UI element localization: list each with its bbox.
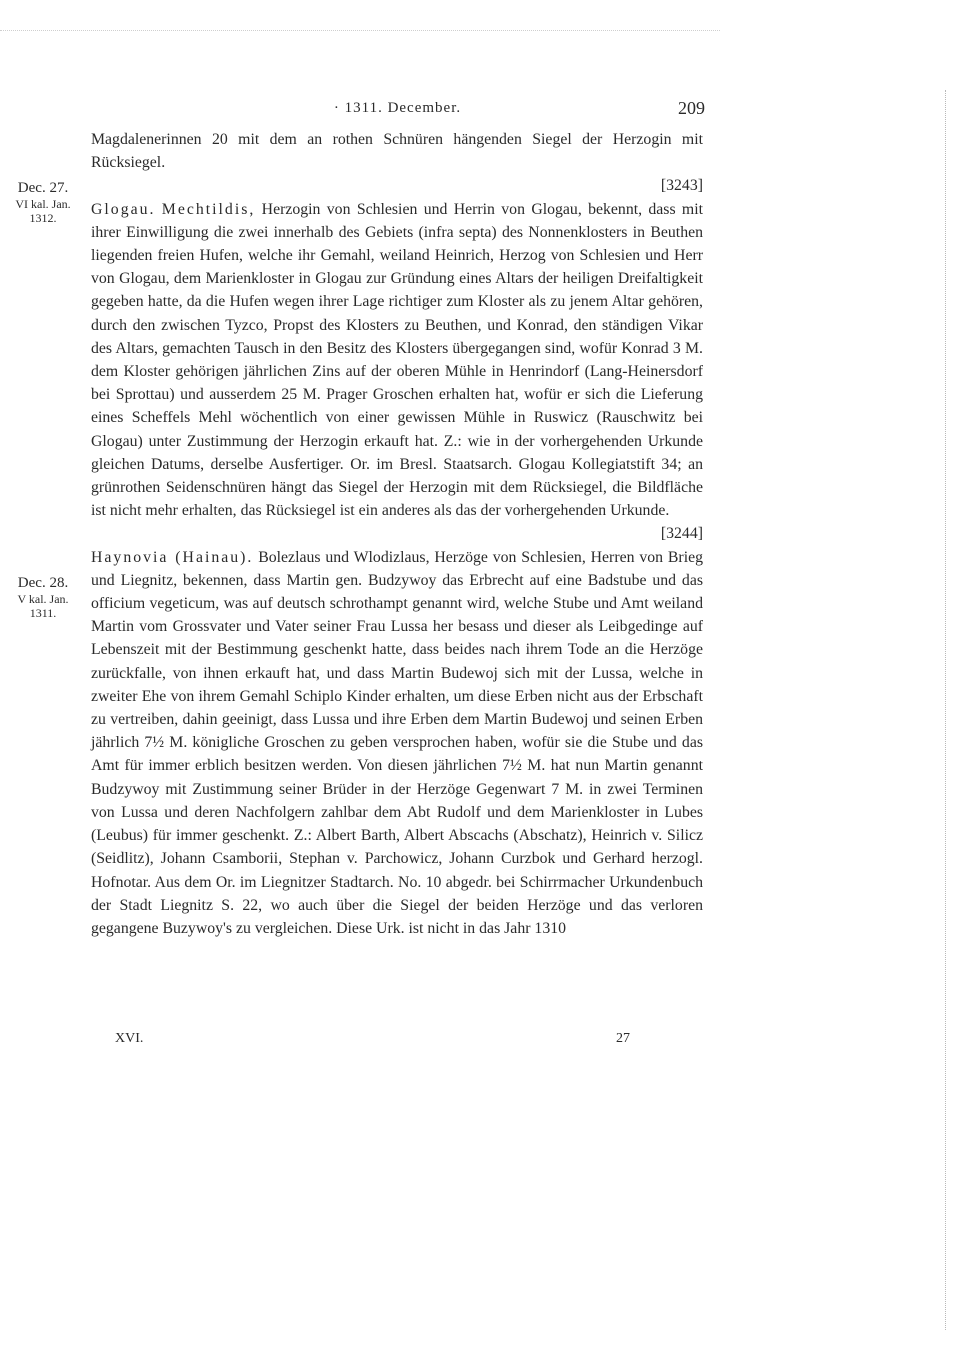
body-text bbox=[91, 128, 703, 940]
sheet-number: 27 bbox=[616, 1031, 630, 1046]
entry-3245 bbox=[91, 546, 703, 940]
running-head: · 1311. December. bbox=[333, 100, 462, 116]
margin-roman-date: V kal. Jan. bbox=[17, 592, 69, 606]
sheet-signature: XVI. bbox=[115, 1031, 144, 1046]
page-number: 209 bbox=[678, 98, 705, 118]
scan-artifact-edge bbox=[939, 90, 946, 1330]
entry-3244 bbox=[91, 198, 703, 546]
margin-note-dec-27 bbox=[0, 180, 86, 225]
entry-number: [3243] bbox=[660, 177, 703, 195]
entry-3243 bbox=[91, 128, 703, 198]
page-header bbox=[90, 98, 705, 122]
scan-artifact-top bbox=[0, 30, 720, 51]
entry-person: Mechtildis, bbox=[161, 200, 256, 218]
margin-year: 1311. bbox=[29, 606, 57, 620]
entry-text: Herzogin von Schlesien und Herrin von Glogau, bekennt, dass mit ihrer Einwilligung die zwei innerhalb des Gebiets (infra septa) des Nonnenklosters in Beuthen liegenden freien Hufen, welche ihr Gemahl, weiland Heinrich, Herzog von Schlesien und Herr von Glogau, dem Marienkloster in Glogau zur Gründung eines Altars der heiligen Dreifaltigkeit gegeben hatte, da die Hufen wegen ihrer Lage richtiger zum Kloster als zu jenem Altar gehören, durch den zwischen Tyzco, Propst des Klosters zu Beuthen, und Konrad, den ständigen Vikar des Altars, gemachten Tausch in den Besitz des Klosters übergegangen sind, wofür Konrad 3 M. dem Kloster gehörigen jährlichen Zins auf der oberen Mühle in Henrindorf (Lang-Heinersdorf bei Sprottau) und ausserdem 25 M. Prager Groschen erhalten hat, wofür er sich die Lieferung eines Scheffels Mehl wöchentlich von einer gewissen Mühle in Ruswicz (Rauschwitz bei Glogau) unter Zustimmung der Herzogin erkauft hat. Z.: wie in der vorhergehenden Urkunde gleichen Datums, derselbe Ausfertiger. Or. im Bresl. Staatsarch. Glogau Kollegiatstift 34; an grünrothen Seidenschnüren hängt das Siegel der Herzogin mit dem Rücksiegel, die Bildfläche ist nicht mehr erhalten, das Rücksiegel ist ein anderes als das der vorhergehenden Urkunde. bbox=[91, 200, 704, 520]
entry-text: Bolezlaus und Wlodizlaus, Herzöge von Schlesien, Herren von Brieg und Liegnitz, bekennen, dass Martin gen. Budzywoy das Erbrecht auf eine Badstube und das officium vegeticum, was auf deutsch schrothampt genannt wird, welche Stube und Amt weiland Martin vom Grossvater und Vater seiner Frau Lussa her besass und dieser als Leibgedinge auf Lebenszeit mit der Bestimmung geschenkt hatte, dass beides nach ihrem Tode an die Herzöge zurückfalle, von ihnen erkauft hat, und dass Martin Budewoj sich mit der Lussa, welche in zweiter Ehe von ihrem Gemahl Schiplo Kinder erhalten, um diese Erben nicht aus der Erbschaft zu vertreiben, dahin geeinigt, dass Lussa und ihre Erben dem Martin Budewoj und seinen Erben jährlich 7½ M. königliche Groschen zu geben versprochen haben, wofür sie die Stube und das Amt für immer erblich besitzen werden. Von diesen jährlichen 7½ M. hat nun Martin genannt Budzywoy mit Zustimmung seiner Brüder in der Herzöge Gegenwart 7 M. in zwei Terminen von Lussa und deren Nachfolgern zahlbar dem Abt Rudolf und dem Marienkloster in Lubes (Leubus) für immer geschenkt. Z.: Albert Barth, Albert Abscachs (Abschatz), Heinrich v. Silicz (Seidlitz), Johann Csamborii, Stephan v. Parchowicz, Johann Curzbok und Gerhard herzogl. Hofnotar. Aus dem Or. im Liegnitzer Stadtarch. No. 10 abgedr. bei Schirrmacher Urkundenbuch der Stadt Liegnitz S. 22, wo auch über die Siegel der beiden Herzöge und das verloren gegangene Buzywoy's zu vergleichen. Diese Urk. ist nicht in das Jahr 1310 bbox=[91, 548, 703, 937]
margin-date: Dec. 27. bbox=[17, 180, 69, 196]
entry-place: Haynovia (Hainau). bbox=[91, 548, 254, 566]
margin-date: Dec. 28. bbox=[17, 575, 69, 591]
entry-text: Magdalenerinnen 20 mit dem an rothen Schnüren hängenden Siegel der Herzogin mit Rücksiegel. bbox=[91, 131, 703, 172]
margin-note-dec-28 bbox=[0, 575, 86, 620]
entry-place: Glogau. bbox=[91, 200, 156, 218]
margin-roman-date: VI kal. Jan. bbox=[15, 197, 71, 211]
entry-number: [3244] bbox=[660, 525, 703, 543]
margin-year: 1312. bbox=[29, 211, 57, 225]
